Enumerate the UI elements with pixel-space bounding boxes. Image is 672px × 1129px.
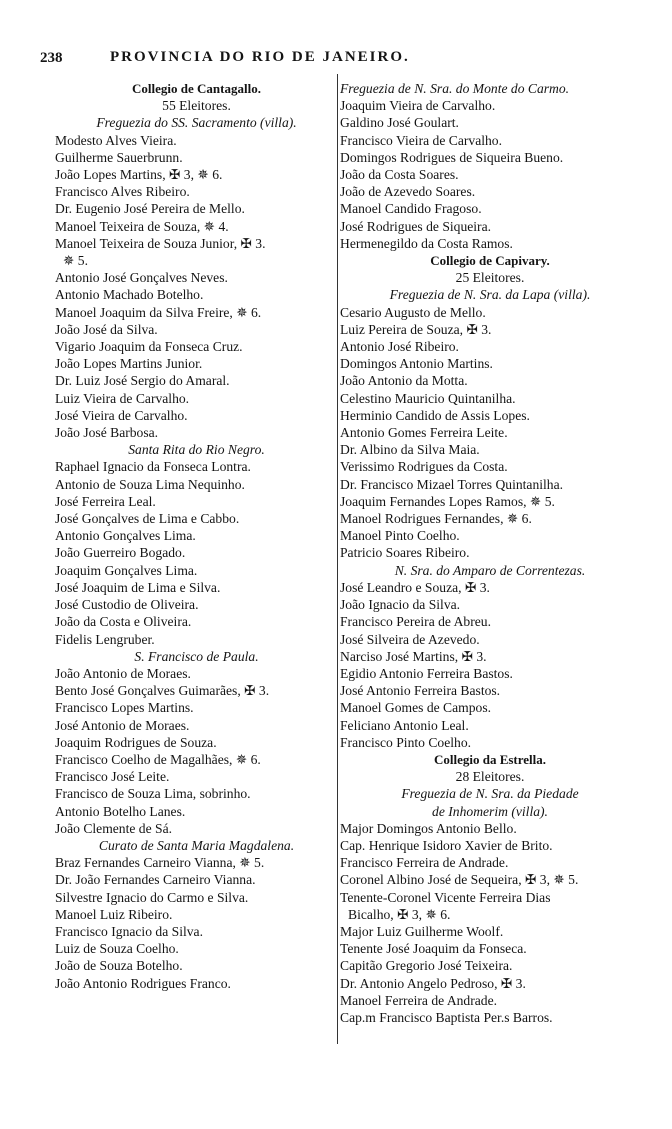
list-item: José Vieira de Carvalho. bbox=[55, 407, 188, 423]
list-item: Silvestre Ignacio do Carmo e Silva. bbox=[55, 889, 249, 905]
list-item: Dr. Luiz José Sergio do Amaral. bbox=[55, 373, 230, 389]
list-item: Francisco Pereira de Abreu. bbox=[340, 614, 491, 630]
elector-count: 25 Eleitores. bbox=[455, 270, 525, 286]
list-item: Luiz de Souza Coelho. bbox=[55, 941, 179, 957]
college-heading: Collegio de Capivary. bbox=[430, 253, 550, 269]
college-heading: Collegio de Cantagallo. bbox=[132, 81, 261, 96]
list-item: Francisco José Leite. bbox=[55, 769, 170, 785]
list-item: Feliciano Antonio Leal. bbox=[340, 717, 469, 733]
college-heading: Collegio da Estrella. bbox=[433, 751, 547, 767]
list-item: José Antonio Ferreira Bastos. bbox=[340, 683, 501, 699]
list-item: Raphael Ignacio da Fonseca Lontra. bbox=[55, 459, 251, 475]
list-item: José Leandro e Souza, ✠ 3. bbox=[340, 579, 490, 595]
elector-count: 28 Eleitores. bbox=[455, 769, 525, 785]
parish-heading: S. Francisco de Paula. bbox=[134, 648, 259, 664]
list-item: José Antonio de Moraes. bbox=[55, 717, 190, 733]
list-item: Vigario Joaquim da Fonseca Cruz. bbox=[55, 339, 243, 355]
list-item: José Gonçalves de Lima e Cabbo. bbox=[55, 511, 240, 527]
list-item: Patricio Soares Ribeiro. bbox=[340, 545, 470, 561]
elector-count: 55 Eleitores. bbox=[162, 98, 231, 114]
parish-heading: Freguezia de N. Sra. da Piedade bbox=[401, 786, 579, 802]
list-item: Major Luiz Guilherme Woolf. bbox=[340, 923, 504, 939]
parish-heading: Freguezia de N. Sra. da Lapa (villa). bbox=[389, 287, 591, 303]
left-column bbox=[55, 80, 338, 992]
list-item: Manoel Gomes de Campos. bbox=[340, 700, 492, 716]
parish-heading: Santa Rita do Rio Negro. bbox=[128, 442, 265, 458]
list-item: Cesario Augusto de Mello. bbox=[340, 304, 486, 320]
list-item: Joaquim Rodrigues de Souza. bbox=[55, 734, 217, 750]
list-item: João José da Silva. bbox=[55, 321, 158, 337]
list-item: José Ferreira Leal. bbox=[55, 493, 156, 509]
list-item: Dr. Antonio Angelo Pedroso, ✠ 3. bbox=[340, 975, 526, 991]
list-item: José Custodio de Oliveira. bbox=[55, 597, 199, 613]
list-item: Domingos Antonio Martins. bbox=[340, 356, 493, 372]
list-item: Francisco Ignacio da Silva. bbox=[55, 923, 203, 939]
list-item: Manoel Teixeira de Souza, ✵ 4. bbox=[55, 218, 229, 234]
list-item: Manoel Pinto Coelho. bbox=[340, 528, 460, 544]
list-item: Dr. Albino da Silva Maia. bbox=[340, 442, 480, 458]
list-item: Antonio Gomes Ferreira Leite. bbox=[340, 425, 508, 441]
list-item: Dr. Eugenio José Pereira de Mello. bbox=[55, 201, 245, 217]
list-item: João Ignacio da Silva. bbox=[340, 597, 461, 613]
list-item: Narciso José Martins, ✠ 3. bbox=[340, 648, 487, 664]
list-item: Francisco Ferreira de Andrade. bbox=[340, 855, 509, 871]
list-item: João Antonio Rodrigues Franco. bbox=[55, 975, 231, 991]
list-item: José Joaquim de Lima e Silva. bbox=[55, 579, 221, 595]
list-item: Francisco de Souza Lima, sobrinho. bbox=[55, 786, 251, 802]
list-item: João de Azevedo Soares. bbox=[340, 184, 476, 200]
list-item: João Clemente de Sá. bbox=[55, 820, 173, 836]
list-item: José Silveira de Azevedo. bbox=[340, 631, 480, 647]
list-item: Joaquim Vieira de Carvalho. bbox=[340, 98, 496, 114]
list-item: Verissimo Rodrigues da Costa. bbox=[340, 459, 508, 475]
list-item: Bento José Gonçalves Guimarães, ✠ 3. bbox=[55, 683, 270, 699]
list-item: João Antonio da Motta. bbox=[340, 373, 468, 389]
list-item: Manoel Rodrigues Fernandes, ✵ 6. bbox=[340, 511, 532, 527]
list-item: João José Barbosa. bbox=[55, 425, 159, 441]
list-item: Manoel Luiz Ribeiro. bbox=[55, 906, 173, 922]
list-item: Antonio Botelho Lanes. bbox=[55, 803, 186, 819]
list-item: João Guerreiro Bogado. bbox=[55, 545, 186, 561]
list-item: Major Domingos Antonio Bello. bbox=[340, 820, 517, 836]
list-item: Capitão Gregorio José Teixeira. bbox=[340, 958, 513, 974]
parish-heading: Freguezia do SS. Sacramento (villa). bbox=[96, 115, 297, 131]
list-item: Manoel Joaquim da Silva Freire, ✵ 6. bbox=[55, 304, 262, 320]
list-item: Dr. Francisco Mizael Torres Quintanilha. bbox=[340, 476, 564, 492]
list-item: Herminio Candido de Assis Lopes. bbox=[340, 407, 530, 423]
parish-heading: de Inhomerim (villa). bbox=[432, 803, 548, 819]
list-item: Braz Fernandes Carneiro Vianna, ✵ 5. bbox=[55, 855, 265, 871]
parish-heading: N. Sra. do Amparo de Correntezas. bbox=[394, 562, 586, 578]
list-item: Manoel Ferreira de Andrade. bbox=[340, 992, 498, 1008]
list-item: Francisco Vieira de Carvalho. bbox=[340, 132, 503, 148]
running-head: PROVINCIA DO RIO DE JANEIRO. bbox=[110, 49, 410, 65]
list-item-continuation: ✵ 5. bbox=[63, 253, 88, 269]
list-item: Antonio Gonçalves Lima. bbox=[55, 528, 196, 544]
list-item: João de Souza Botelho. bbox=[55, 958, 183, 974]
list-item: Antonio Machado Botelho. bbox=[55, 287, 204, 303]
list-item: Antonio de Souza Lima Nequinho. bbox=[55, 476, 245, 492]
list-item: João Antonio de Moraes. bbox=[55, 665, 191, 681]
list-item: Francisco Lopes Martins. bbox=[55, 700, 194, 716]
list-item: João Lopes Martins Junior. bbox=[55, 356, 203, 372]
list-item: Luiz Vieira de Carvalho. bbox=[55, 390, 190, 406]
right-column bbox=[340, 80, 640, 1026]
list-item: Dr. João Fernandes Carneiro Vianna. bbox=[55, 872, 256, 888]
parish-heading: Curato de Santa Maria Magdalena. bbox=[98, 837, 295, 853]
list-item: Joaquim Fernandes Lopes Ramos, ✵ 5. bbox=[340, 493, 555, 509]
list-item: João da Costa Soares. bbox=[340, 167, 459, 183]
list-item: Francisco Coelho de Magalhães, ✵ 6. bbox=[55, 751, 261, 767]
list-item: Tenente-Coronel Vicente Ferreira Dias bbox=[340, 889, 551, 905]
list-item: Cap.m Francisco Baptista Per.s Barros. bbox=[340, 1009, 553, 1025]
list-item: Manoel Candido Fragoso. bbox=[340, 201, 482, 217]
list-item: Domingos Rodrigues de Siqueira Bueno. bbox=[340, 149, 564, 165]
page-number: 238 bbox=[40, 50, 63, 66]
list-item: Celestino Mauricio Quintanilha. bbox=[340, 390, 516, 406]
list-item: Antonio José Ribeiro. bbox=[340, 339, 459, 355]
list-item: Cap. Henrique Isidoro Xavier de Brito. bbox=[340, 837, 553, 853]
list-item: José Rodrigues de Siqueira. bbox=[340, 218, 492, 234]
list-item: Francisco Pinto Coelho. bbox=[340, 734, 472, 750]
list-item: Tenente José Joaquim da Fonseca. bbox=[340, 941, 527, 957]
list-item: Coronel Albino José de Sequeira, ✠ 3, ✵ 5. bbox=[340, 872, 579, 888]
list-item: Antonio José Gonçalves Neves. bbox=[55, 270, 228, 286]
list-item: Guilherme Sauerbrunn. bbox=[55, 149, 183, 165]
list-item: João da Costa e Oliveira. bbox=[55, 614, 192, 630]
list-item: Manoel Teixeira de Souza Junior, ✠ 3. bbox=[55, 235, 266, 251]
list-item: Hermenegildo da Costa Ramos. bbox=[340, 235, 513, 251]
list-item: Luiz Pereira de Souza, ✠ 3. bbox=[340, 321, 492, 337]
parish-heading: Freguezia de N. Sra. do Monte do Carmo. bbox=[340, 81, 570, 96]
list-item-continuation: Bicalho, ✠ 3, ✵ 6. bbox=[348, 906, 451, 922]
list-item: Fidelis Lengruber. bbox=[55, 631, 155, 647]
list-item: Francisco Alves Ribeiro. bbox=[55, 184, 190, 200]
list-item: Galdino José Goulart. bbox=[340, 115, 459, 131]
list-item: Egidio Antonio Ferreira Bastos. bbox=[340, 665, 513, 681]
list-item: Modesto Alves Vieira. bbox=[55, 132, 177, 148]
list-item: Joaquim Gonçalves Lima. bbox=[55, 562, 198, 578]
list-item: João Lopes Martins, ✠ 3, ✵ 6. bbox=[55, 167, 223, 183]
